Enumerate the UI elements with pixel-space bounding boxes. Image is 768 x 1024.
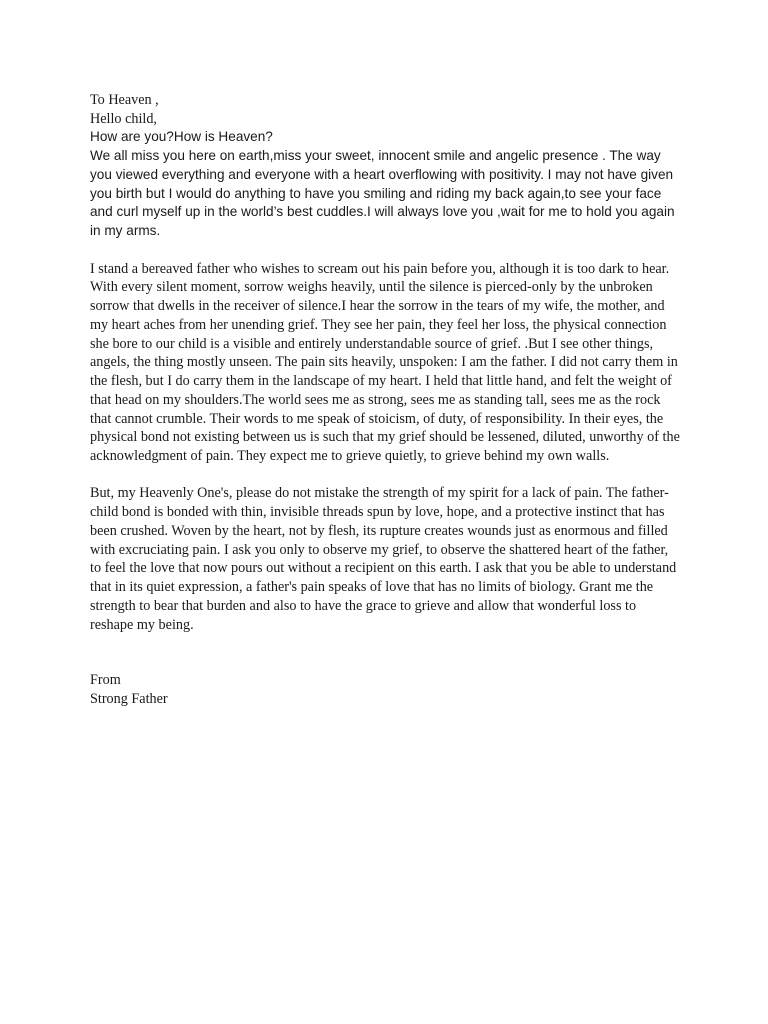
paragraph-two: I stand a bereaved father who wishes to scream out his pain before you, although it is too dark to hear. With every silent moment, sorrow weighs heavily, until the silence is pierced-only by the unbroken sorrow that dwells in the receiver of silence.I hear the sorrow in the tears of my wife, the mother, and my heart aches from her unending grief. They see her pain, they feel her loss, the physical connection she bore to our child is a visible and entirely understandable source of grief. .But I see other things, angels, the thing mostly unseen. The pain sits heavily, unspoken: I am the father. I did not carry them in the flesh, but I do carry them in the landscape of my heart. I held that little hand, and felt the weight of that head on my shoulders.The world sees me as strong, sees me as standing tall, sees me as the rock that cannot crumble. Their words to me speak of stoicism, of duty, of responsibility. In their eyes, the physical bond not existing between us is such that my grief should be lessened, diluted, unworthy of the acknowledgment of pain. They expect me to grieve quietly, to grieve behind my own walls. <box>90 260 680 465</box>
salutation-to: To Heaven , <box>90 92 159 108</box>
letter-body <box>90 91 682 709</box>
intro-paragraph: We all miss you here on earth,miss your sweet, innocent smile and angelic presence . The way you viewed everything and everyone with a heart overflowing with positivity. I may not have given you birth but I would do anything to have you smiling and riding my back again,to see your face and curl myself up in the world’s best cuddles.I will always love you ,wait for me to hold you again in my arms. <box>90 147 675 239</box>
paragraph-spacer <box>90 241 682 260</box>
closing-from: From <box>90 672 121 689</box>
paragraph-three: But, my Heavenly One's, please do not mistake the strength of my spirit for a lack of pain. The father-child bond is bonded with thin, invisible threads spun by love, hope, and a protective instinct that has been crushed. Woven by the heart, not by flesh, its rupture creates wounds just as enormous and filled with excruciating pain. I ask you only to observe my grief, to observe the shattered heart of the father, to feel the love that now pours out without a recipient on this earth. I ask that you be able to understand that in its quiet expression, a father's pain speaks of love that has no limits of biology. Grant me the strength to bear that burden and also to have the grace to grieve and allow that wonderful loss to reshape my being. <box>90 485 677 633</box>
closing-spacer <box>90 634 682 671</box>
paragraph-spacer <box>90 466 682 485</box>
signature: Strong Father <box>90 691 168 707</box>
greeting: Hello child, <box>90 110 157 127</box>
question-line: How are you?How is Heaven? <box>90 129 273 145</box>
